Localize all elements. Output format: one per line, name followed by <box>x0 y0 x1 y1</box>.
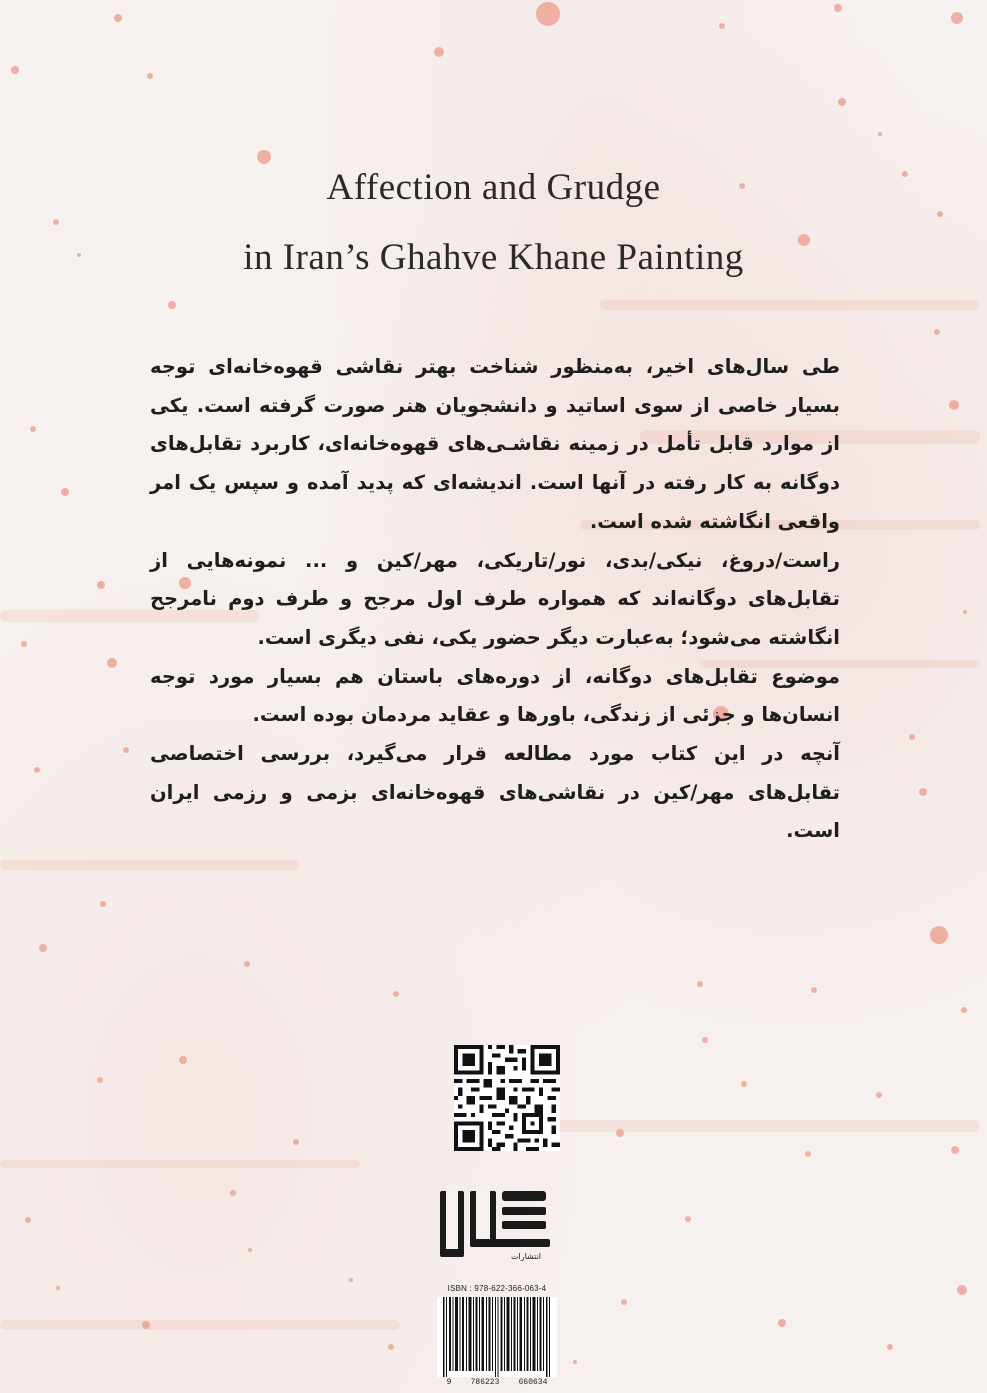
barcode-digit-group: 786223 <box>470 1378 500 1387</box>
description-paragraph: طی سال‌های اخیر، به‌منظور شناخت بهتر نقاشی قهوه‌خانه‌ای توجه بسیار خاصی از سوی اساتید و دانشجویان هنر صورت گرفته است. یکی از موارد قابل تأمل در زمینه نقاشـی‌های قهوه‌خانه‌ای، کاربرد تقابل‌های دوگانه به کار رفته در آنها است. اندیشه‌ای که پدید آمده و سپس یک امر واقعی انگاشته شده است. <box>150 355 840 533</box>
barcode <box>437 1297 557 1377</box>
persian-description <box>150 348 840 851</box>
description-paragraph: موضوع تقابل‌های دوگانه، از دوره‌های باستان هم بسیار مورد توجه انسان‌ها و جزئی از زندگی، باورها و عقاید مردمان بوده است. <box>150 664 840 727</box>
description-paragraph: آنچه در این کتاب مورد مطالعه قرار می‌گیرد، بررسی اختصاصی تقابل‌های مهر/کین در نقاشی‌های قهوه‌خانه‌ای بزمی و رزمی ایران است. <box>150 742 840 843</box>
svg-text:انتشارات: انتشارات <box>510 1252 542 1261</box>
barcode-digits <box>437 1378 557 1387</box>
barcode-digit-group: 9 <box>446 1378 452 1387</box>
english-title-line-2: in Iran’s Ghahve Khane Painting <box>243 237 744 278</box>
english-title-line-1: Affection and Grudge <box>326 167 661 208</box>
publisher-logo <box>440 1185 550 1265</box>
qr-code[interactable] <box>454 1045 560 1151</box>
description-paragraph: راست/دروغ، نیکی/بدی، نور/تاریکی، مهر/کین و ... نمونه‌هایی از تقابل‌های دوگانه‌اند که همواره طرف اول مرجح و طرف دوم نامرجح انگاشته می‌شود؛ به‌عبارت دیگر حضور یکی، نفی دیگری است. <box>150 548 840 649</box>
barcode-digit-group: 660634 <box>518 1378 548 1387</box>
isbn-label: ISBN : 978-622-366-063-4 <box>447 1284 547 1293</box>
